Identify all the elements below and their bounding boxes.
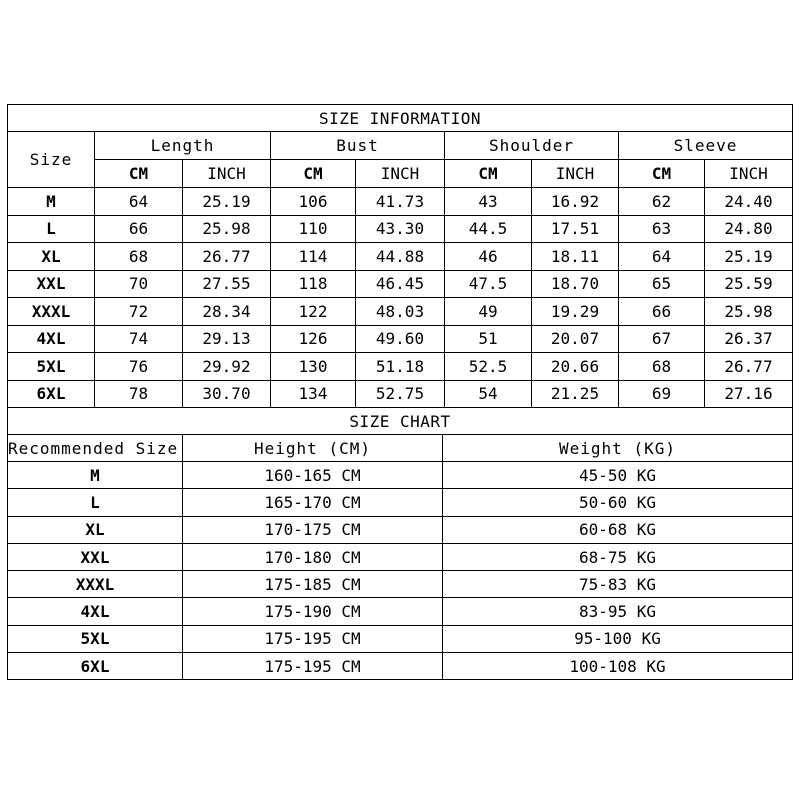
length-cm-cell: 78	[95, 380, 183, 408]
height-cell: 175-195 CM	[183, 625, 443, 652]
length-inch-cell: 26.77	[183, 243, 271, 271]
size-information-table	[7, 104, 793, 435]
weight-cell: 95-100 KG	[443, 625, 793, 652]
bust-cm-cell: 118	[271, 270, 356, 298]
shoulder-cm-header: CM	[445, 160, 532, 188]
length-cm-cell: 66	[95, 215, 183, 243]
bust-inch-cell: 51.18	[356, 353, 445, 381]
length-inch-cell: 27.55	[183, 270, 271, 298]
length-cm-cell: 68	[95, 243, 183, 271]
weight-cell: 50-60 KG	[443, 489, 793, 516]
size-cell: XXXL	[8, 298, 95, 326]
shoulder-cm-cell: 51	[445, 325, 532, 353]
size-chart-row	[8, 516, 793, 543]
bust-inch-cell: 49.60	[356, 325, 445, 353]
shoulder-inch-cell: 16.92	[532, 188, 619, 216]
height-cell: 175-195 CM	[183, 653, 443, 680]
weight-cell: 45-50 KG	[443, 462, 793, 489]
shoulder-cm-cell: 54	[445, 380, 532, 408]
length-inch-header: INCH	[183, 160, 271, 188]
length-cm-cell: 64	[95, 188, 183, 216]
bust-cm-cell: 106	[271, 188, 356, 216]
recommended-size-cell: L	[8, 489, 183, 516]
recommended-size-cell: XXXL	[8, 571, 183, 598]
sleeve-inch-cell: 25.19	[705, 243, 793, 271]
shoulder-inch-cell: 20.66	[532, 353, 619, 381]
size-cell: 6XL	[8, 380, 95, 408]
sleeve-inch-cell: 26.77	[705, 353, 793, 381]
sleeve-cm-cell: 64	[619, 243, 705, 271]
size-cell: XL	[8, 243, 95, 271]
sleeve-cm-cell: 66	[619, 298, 705, 326]
shoulder-inch-cell: 20.07	[532, 325, 619, 353]
shoulder-cm-cell: 47.5	[445, 270, 532, 298]
height-cell: 170-180 CM	[183, 543, 443, 570]
size-info-row	[8, 298, 793, 326]
sleeve-cm-header: CM	[619, 160, 705, 188]
height-cell: 170-175 CM	[183, 516, 443, 543]
size-cell: M	[8, 188, 95, 216]
bust-inch-cell: 46.45	[356, 270, 445, 298]
height-cell: 175-190 CM	[183, 598, 443, 625]
bust-inch-cell: 52.75	[356, 380, 445, 408]
size-tables	[7, 104, 792, 680]
bust-cm-cell: 122	[271, 298, 356, 326]
length-inch-cell: 30.70	[183, 380, 271, 408]
weight-cell: 75-83 KG	[443, 571, 793, 598]
size-info-row	[8, 188, 793, 216]
size-info-row	[8, 270, 793, 298]
size-cell: 5XL	[8, 353, 95, 381]
recommended-size-header: Recommended Size	[8, 435, 183, 462]
height-cell: 165-170 CM	[183, 489, 443, 516]
bust-inch-header: INCH	[356, 160, 445, 188]
bust-cm-cell: 126	[271, 325, 356, 353]
length-inch-cell: 28.34	[183, 298, 271, 326]
bust-cm-cell: 114	[271, 243, 356, 271]
size-chart-row	[8, 625, 793, 652]
sleeve-cm-cell: 67	[619, 325, 705, 353]
length-inch-cell: 29.13	[183, 325, 271, 353]
height-header: Height (CM)	[183, 435, 443, 462]
shoulder-cm-cell: 49	[445, 298, 532, 326]
recommended-size-cell: XL	[8, 516, 183, 543]
size-chart-row	[8, 598, 793, 625]
shoulder-cm-cell: 46	[445, 243, 532, 271]
height-cell: 175-185 CM	[183, 571, 443, 598]
sleeve-header: Sleeve	[619, 132, 793, 160]
size-info-row	[8, 243, 793, 271]
shoulder-inch-cell: 17.51	[532, 215, 619, 243]
weight-cell: 100-108 KG	[443, 653, 793, 680]
size-chart-row	[8, 489, 793, 516]
sleeve-inch-header: INCH	[705, 160, 793, 188]
length-cm-cell: 74	[95, 325, 183, 353]
sleeve-inch-cell: 24.40	[705, 188, 793, 216]
size-info-row	[8, 215, 793, 243]
length-inch-cell: 25.19	[183, 188, 271, 216]
sleeve-inch-cell: 27.16	[705, 380, 793, 408]
size-chart-row	[8, 653, 793, 680]
shoulder-cm-cell: 43	[445, 188, 532, 216]
length-cm-cell: 76	[95, 353, 183, 381]
shoulder-cm-cell: 44.5	[445, 215, 532, 243]
length-cm-cell: 70	[95, 270, 183, 298]
sleeve-inch-cell: 26.37	[705, 325, 793, 353]
size-chart-row	[8, 543, 793, 570]
size-cell: 4XL	[8, 325, 95, 353]
shoulder-header: Shoulder	[445, 132, 619, 160]
length-header: Length	[95, 132, 271, 160]
weight-cell: 83-95 KG	[443, 598, 793, 625]
bust-inch-cell: 48.03	[356, 298, 445, 326]
sleeve-inch-cell: 24.80	[705, 215, 793, 243]
sleeve-cm-cell: 68	[619, 353, 705, 381]
size-chart-row	[8, 571, 793, 598]
shoulder-inch-cell: 18.11	[532, 243, 619, 271]
size-info-row	[8, 380, 793, 408]
size-chart-row	[8, 462, 793, 489]
shoulder-inch-cell: 21.25	[532, 380, 619, 408]
recommended-size-cell: M	[8, 462, 183, 489]
shoulder-cm-cell: 52.5	[445, 353, 532, 381]
bust-header: Bust	[271, 132, 445, 160]
bust-cm-cell: 130	[271, 353, 356, 381]
sleeve-cm-cell: 62	[619, 188, 705, 216]
size-column-header: Size	[8, 132, 95, 188]
length-inch-cell: 29.92	[183, 353, 271, 381]
weight-cell: 60-68 KG	[443, 516, 793, 543]
size-info-row	[8, 325, 793, 353]
length-cm-cell: 72	[95, 298, 183, 326]
recommended-size-cell: 5XL	[8, 625, 183, 652]
length-cm-header: CM	[95, 160, 183, 188]
bust-inch-cell: 41.73	[356, 188, 445, 216]
size-chart-table	[7, 435, 793, 680]
bust-cm-header: CM	[271, 160, 356, 188]
sleeve-inch-cell: 25.98	[705, 298, 793, 326]
sleeve-inch-cell: 25.59	[705, 270, 793, 298]
sleeve-cm-cell: 65	[619, 270, 705, 298]
bust-cm-cell: 134	[271, 380, 356, 408]
shoulder-inch-header: INCH	[532, 160, 619, 188]
size-cell: XXL	[8, 270, 95, 298]
bust-cm-cell: 110	[271, 215, 356, 243]
sleeve-cm-cell: 63	[619, 215, 705, 243]
sleeve-cm-cell: 69	[619, 380, 705, 408]
recommended-size-cell: 6XL	[8, 653, 183, 680]
size-information-title: SIZE INFORMATION	[8, 105, 793, 132]
recommended-size-cell: 4XL	[8, 598, 183, 625]
bust-inch-cell: 44.88	[356, 243, 445, 271]
length-inch-cell: 25.98	[183, 215, 271, 243]
weight-header: Weight (KG)	[443, 435, 793, 462]
weight-cell: 68-75 KG	[443, 543, 793, 570]
size-cell: L	[8, 215, 95, 243]
size-info-row	[8, 353, 793, 381]
size-chart-title: SIZE CHART	[8, 408, 793, 435]
recommended-size-cell: XXL	[8, 543, 183, 570]
height-cell: 160-165 CM	[183, 462, 443, 489]
shoulder-inch-cell: 18.70	[532, 270, 619, 298]
bust-inch-cell: 43.30	[356, 215, 445, 243]
shoulder-inch-cell: 19.29	[532, 298, 619, 326]
